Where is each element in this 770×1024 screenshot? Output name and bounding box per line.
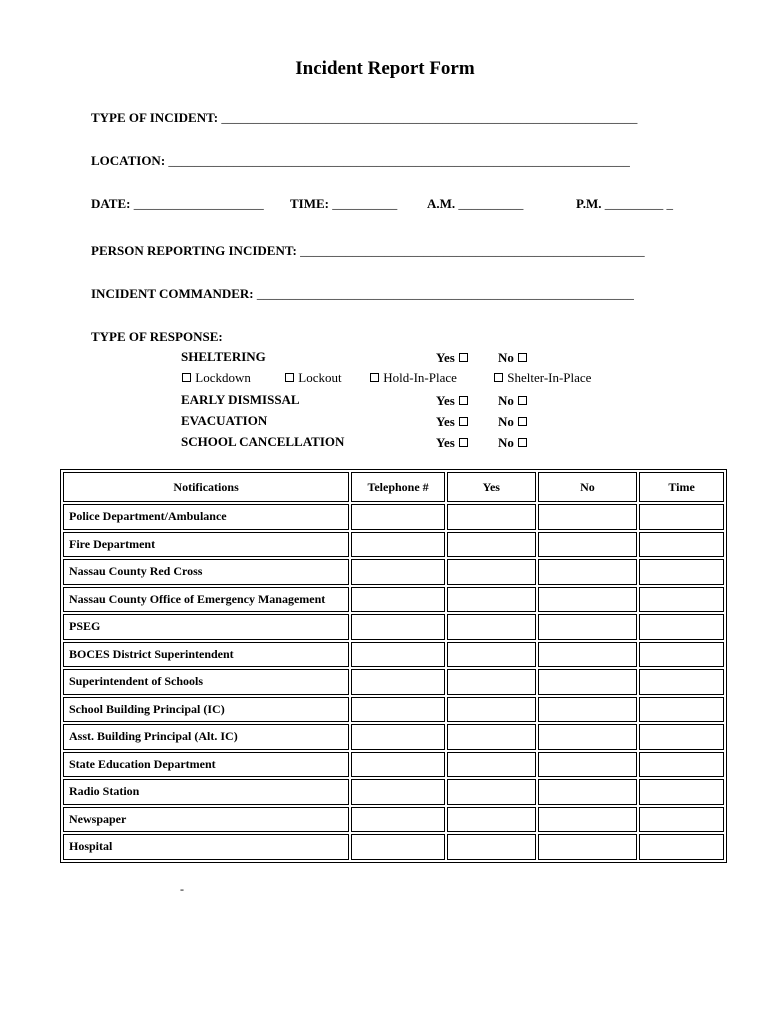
evacuation-no-option[interactable]	[498, 414, 528, 430]
table-header-row	[63, 472, 724, 502]
location-line[interactable]: _______________________________________________________________________	[168, 153, 630, 168]
checkbox-icon[interactable]	[285, 373, 294, 382]
table-row	[63, 532, 724, 558]
hold-in-place-option[interactable]	[369, 370, 457, 386]
telephone-cell[interactable]	[351, 614, 445, 640]
lockdown-label: Lockdown	[195, 370, 251, 385]
time-cell[interactable]	[639, 779, 724, 805]
type-of-incident-field[interactable]	[91, 110, 637, 126]
yes-cell[interactable]	[447, 587, 536, 613]
shelter-in-place-option[interactable]	[493, 370, 591, 386]
sheltering-yes-option[interactable]	[436, 350, 469, 366]
table-row	[63, 724, 724, 750]
row-label: Nassau County Office of Emergency Management	[63, 587, 349, 613]
no-cell[interactable]	[538, 587, 638, 613]
row-label: Newspaper	[63, 807, 349, 833]
time-cell[interactable]	[639, 587, 724, 613]
checkbox-icon[interactable]	[518, 353, 527, 362]
header-notifications: Notifications	[63, 472, 349, 502]
date-line[interactable]: ____________________	[133, 196, 264, 211]
table-row	[63, 587, 724, 613]
yes-cell[interactable]	[447, 752, 536, 778]
am-line[interactable]: __________	[458, 196, 524, 211]
no-cell[interactable]	[538, 669, 638, 695]
no-cell[interactable]	[538, 807, 638, 833]
telephone-cell[interactable]	[351, 532, 445, 558]
yes-label: Yes	[436, 414, 455, 429]
no-cell[interactable]	[538, 752, 638, 778]
table-row	[63, 752, 724, 778]
table-row	[63, 779, 724, 805]
time-cell[interactable]	[639, 752, 724, 778]
telephone-cell[interactable]	[351, 504, 445, 530]
incident-commander-line[interactable]: __________________________________________________________	[256, 286, 634, 301]
person-reporting-line[interactable]: _____________________________________________________	[300, 243, 645, 258]
school-cancellation-label: SCHOOL CANCELLATION	[181, 434, 345, 449]
lockdown-option[interactable]	[181, 370, 251, 386]
school-cancellation-yes-option[interactable]	[436, 435, 469, 451]
telephone-cell[interactable]	[351, 559, 445, 585]
type-of-incident-line[interactable]: ________________________________________________________________	[221, 110, 638, 125]
table-row	[63, 697, 724, 723]
date-label: DATE:	[91, 196, 131, 211]
time-cell[interactable]	[639, 669, 724, 695]
incident-commander-label: INCIDENT COMMANDER:	[91, 286, 254, 301]
time-cell[interactable]	[639, 532, 724, 558]
row-label: Fire Department	[63, 532, 349, 558]
pm-field[interactable]	[576, 196, 673, 212]
person-reporting-field[interactable]	[91, 243, 645, 259]
time-label: TIME:	[290, 196, 329, 211]
row-label: Nassau County Red Cross	[63, 559, 349, 585]
telephone-cell[interactable]	[351, 697, 445, 723]
table-row	[63, 504, 724, 530]
location-field[interactable]	[91, 153, 630, 169]
no-label: No	[498, 393, 514, 408]
sheltering-no-option[interactable]	[498, 350, 528, 366]
time-cell[interactable]	[639, 614, 724, 640]
no-cell[interactable]	[538, 724, 638, 750]
am-label: A.M.	[427, 196, 456, 211]
yes-cell[interactable]	[447, 642, 536, 668]
header-time: Time	[639, 472, 724, 502]
yes-label: Yes	[436, 435, 455, 450]
early-dismissal-yes-option[interactable]	[436, 393, 469, 409]
time-cell[interactable]	[639, 504, 724, 530]
no-label: No	[498, 435, 514, 450]
checkbox-icon[interactable]	[459, 417, 468, 426]
time-cell[interactable]	[639, 807, 724, 833]
yes-cell[interactable]	[447, 532, 536, 558]
row-label: BOCES District Superintendent	[63, 642, 349, 668]
checkbox-icon[interactable]	[370, 373, 379, 382]
notifications-table	[60, 469, 727, 863]
checkbox-icon[interactable]	[518, 396, 527, 405]
time-line[interactable]: __________	[332, 196, 398, 211]
table-row	[63, 642, 724, 668]
checkbox-icon[interactable]	[459, 396, 468, 405]
school-cancellation-no-option[interactable]	[498, 435, 528, 451]
yes-cell[interactable]	[447, 724, 536, 750]
row-label: School Building Principal (IC)	[63, 697, 349, 723]
lockout-option[interactable]	[284, 370, 342, 386]
type-of-incident-label: TYPE OF INCIDENT:	[91, 110, 219, 125]
date-field[interactable]	[91, 196, 264, 212]
checkbox-icon[interactable]	[459, 438, 468, 447]
footer-mark: -	[180, 882, 184, 896]
telephone-cell[interactable]	[351, 642, 445, 668]
checkbox-icon[interactable]	[182, 373, 191, 382]
row-label: Radio Station	[63, 779, 349, 805]
time-cell[interactable]	[639, 642, 724, 668]
early-dismissal-no-option[interactable]	[498, 393, 528, 409]
checkbox-icon[interactable]	[518, 417, 527, 426]
row-label: Hospital	[63, 834, 349, 860]
telephone-cell[interactable]	[351, 669, 445, 695]
row-label: PSEG	[63, 614, 349, 640]
no-cell[interactable]	[538, 559, 638, 585]
yes-cell[interactable]	[447, 834, 536, 860]
yes-cell[interactable]	[447, 669, 536, 695]
telephone-cell[interactable]	[351, 834, 445, 860]
time-field[interactable]	[290, 196, 397, 212]
yes-cell[interactable]	[447, 504, 536, 530]
no-cell[interactable]	[538, 779, 638, 805]
yes-label: Yes	[436, 350, 455, 365]
yes-cell[interactable]	[447, 559, 536, 585]
table-row	[63, 807, 724, 833]
telephone-cell[interactable]	[351, 587, 445, 613]
pm-line[interactable]: _________ _	[604, 196, 674, 211]
table-row	[63, 614, 724, 640]
form-title: Incident Report Form	[295, 58, 475, 79]
checkbox-icon[interactable]	[494, 373, 503, 382]
yes-cell[interactable]	[447, 697, 536, 723]
time-cell[interactable]	[639, 559, 724, 585]
yes-cell[interactable]	[447, 614, 536, 640]
row-label: Police Department/Ambulance	[63, 504, 349, 530]
pm-label: P.M.	[576, 196, 602, 211]
hold-in-place-label: Hold-In-Place	[383, 370, 457, 385]
no-cell[interactable]	[538, 614, 638, 640]
no-cell[interactable]	[538, 642, 638, 668]
person-reporting-label: PERSON REPORTING INCIDENT:	[91, 243, 297, 258]
row-label: Superintendent of Schools	[63, 669, 349, 695]
header-yes: Yes	[447, 472, 536, 502]
header-telephone: Telephone #	[351, 472, 445, 502]
time-cell[interactable]	[639, 724, 724, 750]
no-cell[interactable]	[538, 532, 638, 558]
table-row	[63, 559, 724, 585]
no-cell[interactable]	[538, 834, 638, 860]
incident-commander-field[interactable]	[91, 286, 634, 302]
no-label: No	[498, 414, 514, 429]
lockout-label: Lockout	[298, 370, 342, 385]
evacuation-label: EVACUATION	[181, 413, 268, 428]
early-dismissal-label: EARLY DISMISSAL	[181, 392, 300, 407]
am-field[interactable]	[427, 196, 523, 212]
row-label: Asst. Building Principal (Alt. IC)	[63, 724, 349, 750]
no-cell[interactable]	[538, 697, 638, 723]
yes-cell[interactable]	[447, 807, 536, 833]
yes-label: Yes	[436, 393, 455, 408]
telephone-cell[interactable]	[351, 807, 445, 833]
telephone-cell[interactable]	[351, 724, 445, 750]
no-cell[interactable]	[538, 504, 638, 530]
shelter-in-place-label: Shelter-In-Place	[507, 370, 592, 385]
table-row	[63, 669, 724, 695]
location-label: LOCATION:	[91, 153, 166, 168]
evacuation-yes-option[interactable]	[436, 414, 469, 430]
time-cell[interactable]	[639, 697, 724, 723]
type-of-response-heading: TYPE OF RESPONSE:	[91, 329, 223, 344]
no-label: No	[498, 350, 514, 365]
row-label: State Education Department	[63, 752, 349, 778]
telephone-cell[interactable]	[351, 752, 445, 778]
checkbox-icon[interactable]	[459, 353, 468, 362]
yes-cell[interactable]	[447, 779, 536, 805]
time-cell[interactable]	[639, 834, 724, 860]
header-no: No	[538, 472, 638, 502]
checkbox-icon[interactable]	[518, 438, 527, 447]
table-row	[63, 834, 724, 860]
telephone-cell[interactable]	[351, 779, 445, 805]
sheltering-label: SHELTERING	[181, 349, 266, 364]
